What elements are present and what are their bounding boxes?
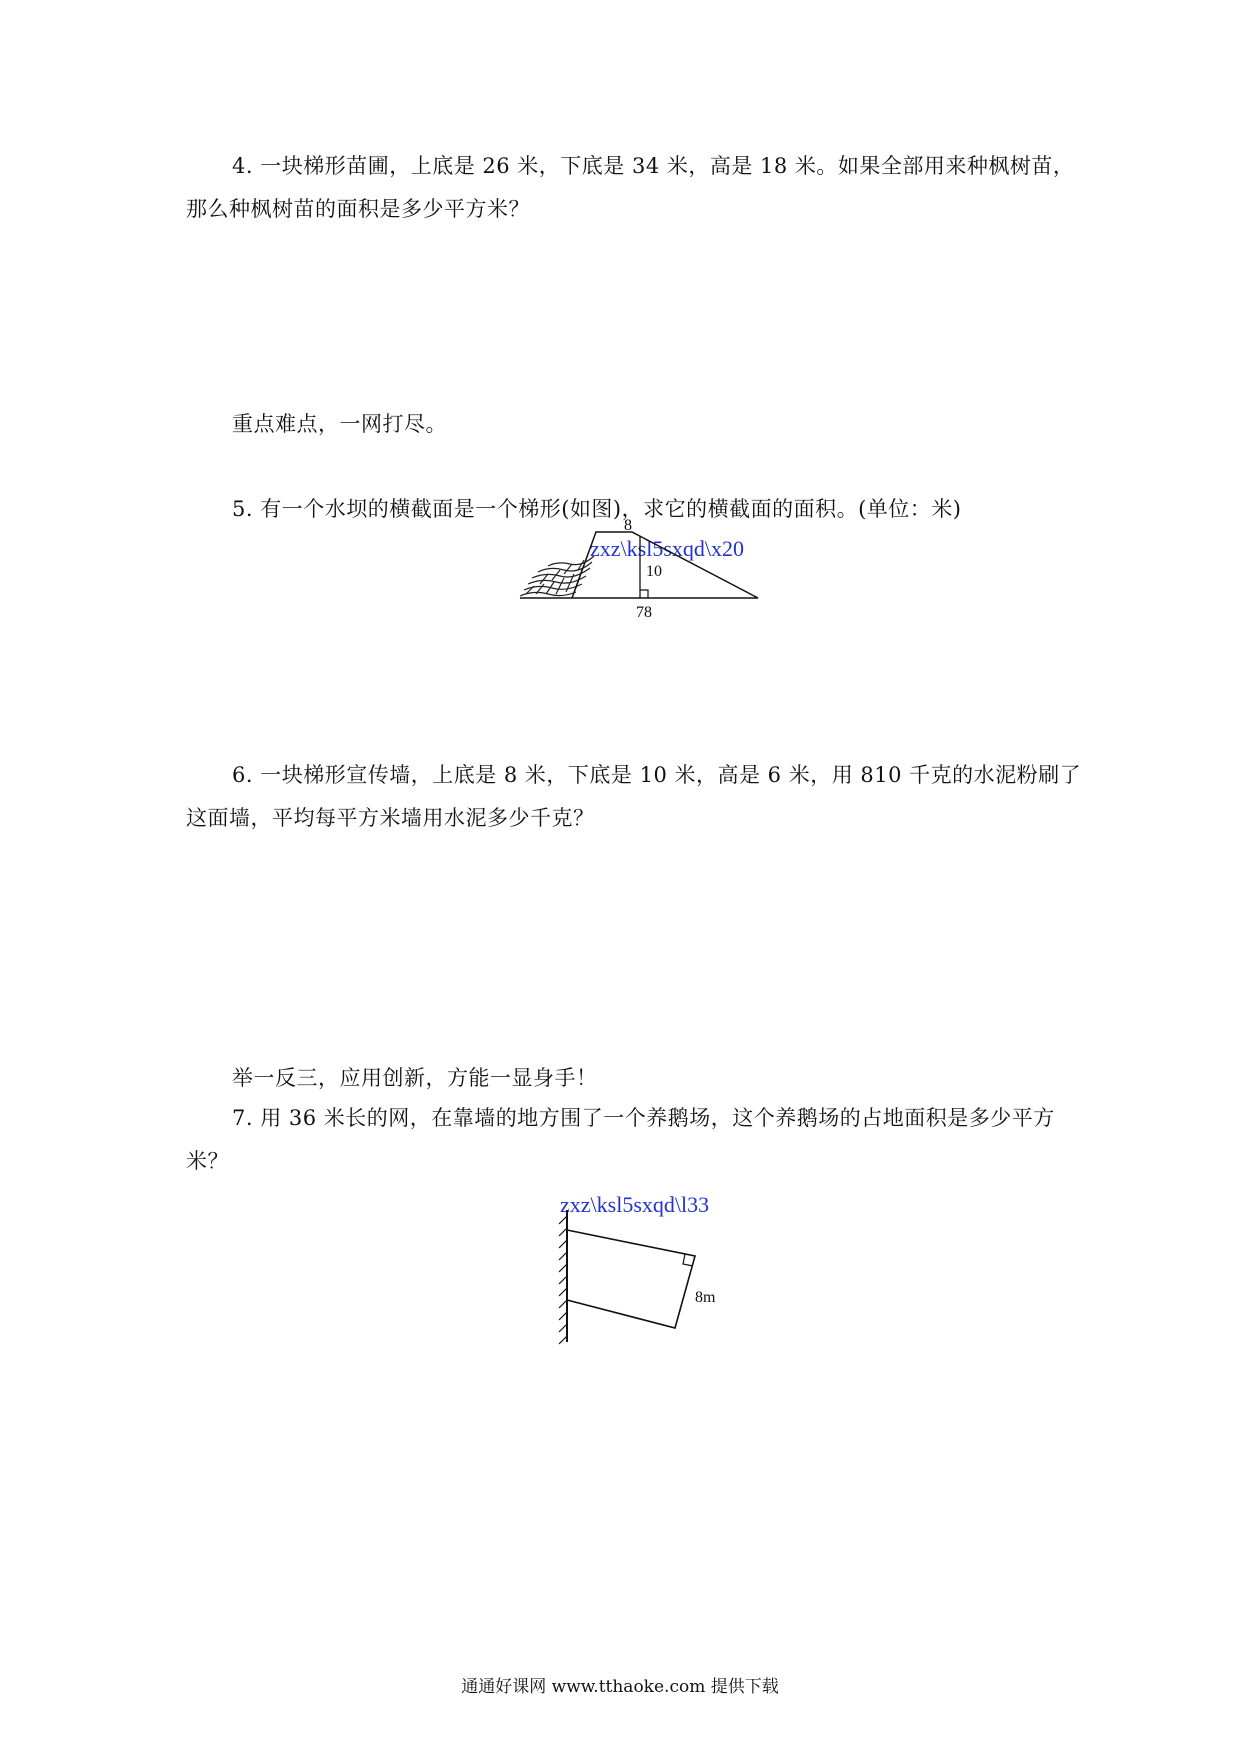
wall-hatching — [559, 1216, 567, 1344]
dam-base-value: 78 — [636, 604, 652, 621]
problem-4-line-2: 那么种枫树苗的面积是多少平方米？ — [186, 197, 530, 221]
goose-field-figure-label: zxz\ksl5sxqd\l33 — [560, 1192, 710, 1217]
dam-height-value: 10 — [646, 563, 662, 580]
fence-side-value: 8m — [695, 1289, 716, 1306]
problem-7-line-1: 7. 用 36 米长的网，在靠墙的地方围了一个养鹅场，这个养鹅场的占地面积是多少平方 — [232, 1106, 1055, 1130]
dam-cross-section-figure — [520, 517, 780, 621]
page-footer: 通通好课网 www.tthaoke.com 提供下载 — [461, 1677, 779, 1697]
right-angle-mark — [640, 590, 648, 598]
section-heading-apply-innovate: 举一反三，应用创新，方能一显身手！ — [232, 1066, 598, 1090]
problem-5-line-1: 5. 有一个水坝的横截面是一个梯形(如图)，求它的横截面的面积。(单位：米) — [232, 497, 962, 521]
goose-field-figure — [555, 1210, 755, 1370]
problem-6-line-2: 这面墙，平均每平方米墙用水泥多少千克？ — [186, 806, 595, 830]
dam-figure-label: zxz\ksl5sxqd\x20 — [590, 536, 744, 561]
dam-trapezoid — [520, 532, 758, 598]
dam-top-value: 8 — [624, 517, 632, 534]
problem-6-line-1: 6. 一块梯形宣传墙，上底是 8 米，下底是 10 米，高是 6 米，用 810 千克的水泥粉刷了 — [232, 763, 1082, 787]
fence-outline — [567, 1230, 695, 1328]
section-heading-key-points: 重点难点，一网打尽。 — [232, 412, 447, 436]
problem-7-line-2: 米？ — [186, 1149, 229, 1173]
problem-4-line-1: 4. 一块梯形苗圃，上底是 26 米，下底是 34 米，高是 18 米。如果全部用来种枫树苗， — [232, 154, 1075, 178]
dam-hatching — [520, 556, 594, 596]
